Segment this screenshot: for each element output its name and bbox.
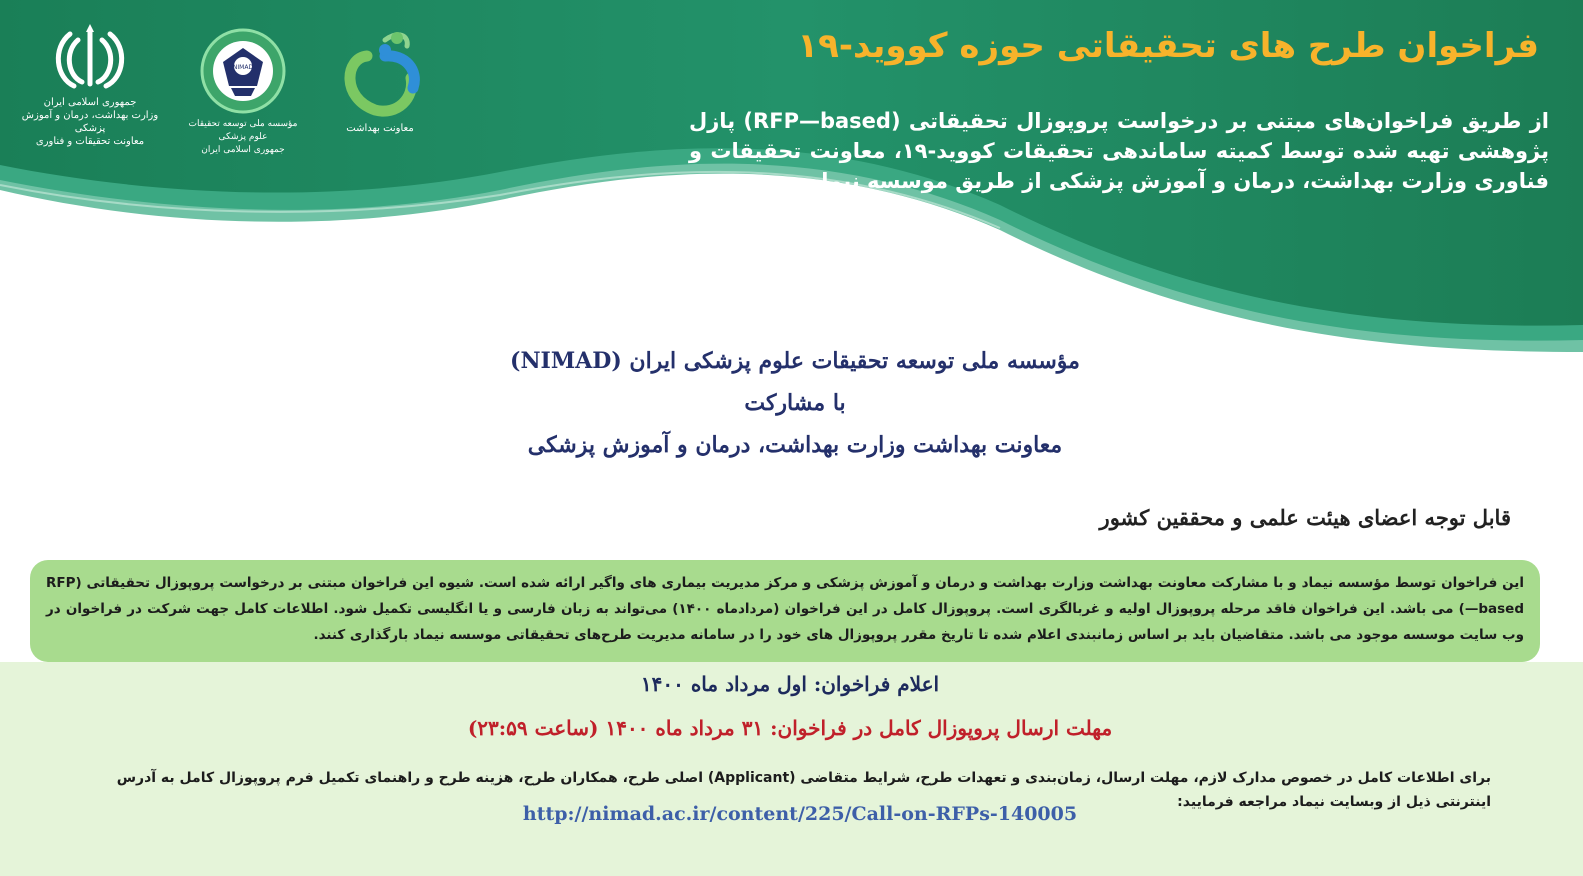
organizer-nimad: مؤسسه ملی توسعه تحقیقات علوم پزشکی ایران (NIMAD) <box>510 348 1080 374</box>
ministry-caption-1: جمهوری اسلامی ایران <box>43 97 137 108</box>
nimad-logo <box>178 28 308 157</box>
ministry-logo <box>20 22 160 148</box>
nimad-caption-1: مؤسسه ملی توسعه تحقیقات علوم پزشکی <box>188 119 298 142</box>
description-box <box>30 560 1540 662</box>
announcement-date: اعلام فراخوان: اول مرداد ماه ۱۴۰۰ <box>640 672 940 696</box>
info-text: برای اطلاعات کامل در خصوص مدارک لازم، مهلت ارسال، زمان‌بندی و تعهدات طرح، شرایط متقاضی (Applicant) اصلی طرح، همکاران طرح، هزینه طرح و راهنمای تکمیل فرم پروپوزال کامل به آدرس اینترنتی ذیل از وبسایت نیماد مراجعه فرمایید: <box>116 770 1491 810</box>
ministry-caption-3: معاونت تحقیقات و فناوری <box>35 136 145 147</box>
nimad-badge-text: NIMAD <box>232 64 254 71</box>
nimad-caption-2: جمهوری اسلامی ایران <box>201 145 285 155</box>
iran-emblem-icon <box>50 22 130 92</box>
organizer-health-deputy: معاونت بهداشت وزارت بهداشت، درمان و آموزش پزشکی <box>527 432 1063 458</box>
ministry-caption-2: وزارت بهداشت، درمان و آموزش پزشکی <box>21 110 159 134</box>
logo-strip <box>20 22 440 172</box>
attention-heading: قابل توجه اعضای هیئت علمی و محققین کشور <box>1099 505 1511 530</box>
nimad-seal-icon <box>197 28 289 114</box>
health-deputy-caption: معاونت بهداشت <box>346 123 414 134</box>
submission-deadline: مهلت ارسال پروپوزال کامل در فراخوان: ۳۱ مرداد ماه ۱۴۰۰ (ساعت ۲۳:۵۹) <box>467 716 1113 740</box>
organizer-with: با مشارکت <box>744 390 846 416</box>
health-deputy-logo <box>330 26 430 135</box>
organizers <box>430 340 1160 466</box>
poster-subtitle: از طریق فراخوان‌های مبتنی بر درخواست پروپوزال تحقیقاتی (RFP—based) پازل پژوهشی تهیه شده توسط کمیته ساماندهی تحقیقات کووید-۱۹، معاونت تحقیقات و فناوری وزارت بهداشت، درمان و آموزش پزشکی از طریق موسسه نیماد <box>689 109 1550 193</box>
nimad-call-link[interactable]: http://nimad.ac.ir/content/225/Call-on-RFPs-140005 <box>522 803 1078 825</box>
poster-title: فراخوان طرح های تحقیقاتی حوزه کووید-۱۹ <box>797 26 1539 66</box>
apple-drop-icon <box>335 26 425 118</box>
description-text: این فراخوان توسط مؤسسه نیماد و با مشارکت معاونت بهداشت وزارت بهداشت و درمان و آموزش پزشکی و مرکز مدیریت بیماری های واگیر ارائه شده است. شیوه این فراخوان مبتنی بر درخواست پروپوزال تحقیقاتی (RFP—based) می باشد. این فراخوان فاقد مرحله پروپوزال اولیه و غربالگری است. پروپوزال کامل در این فراخوان (مردادماه ۱۴۰۰) می‌تواند به زبان فارسی و یا انگلیسی تکمیل شود. اطلاعات کامل جهت شرکت در فراخوان در وب سایت موسسه موجود می باشد. متقاضیان باید بر اساس زمانبندی اعلام شده تا تاریخ مقرر پروپوزال های خود را در سامانه مدیریت طرح‌های تحقیقاتی موسسه نیماد بارگذاری کنند. <box>46 575 1524 643</box>
